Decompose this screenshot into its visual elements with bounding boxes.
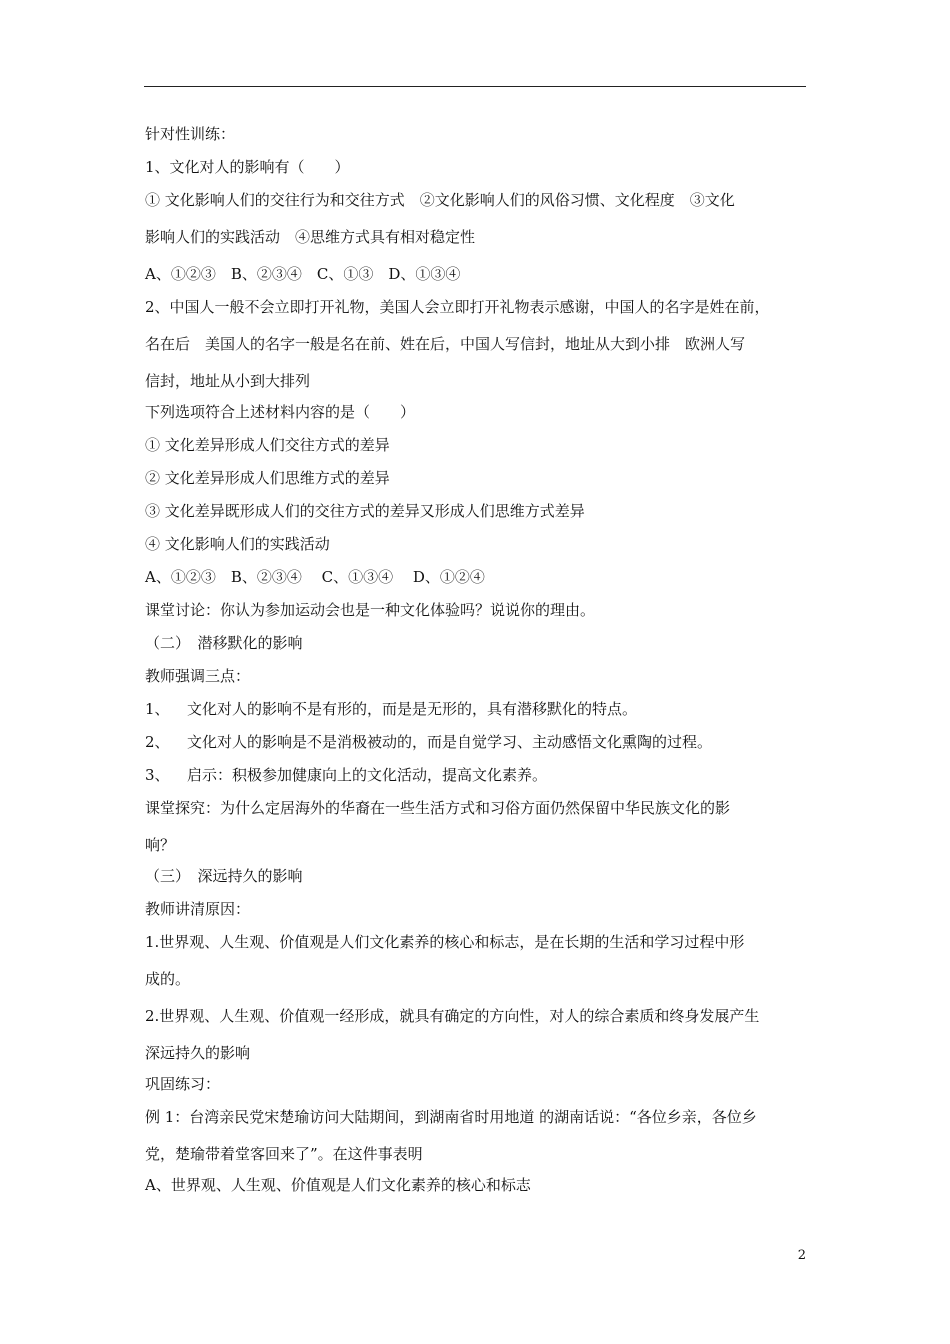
- document-body: [145, 124, 817, 1208]
- example-1-option-a: A、世界观、人生观、价值观是人们文化素养的核心和标志: [145, 1176, 531, 1194]
- question-2-item: ③ 文化差异既形成人们的交往方式的差异又形成人们思维方式差异: [145, 502, 585, 520]
- point-number: 2、: [145, 733, 170, 751]
- class-discussion: 课堂讨论：你认为参加运动会也是一种文化体验吗？说说你的理由。: [145, 601, 596, 619]
- question-2: 2、中国人一般不会立即打开礼物，美国人会立即打开礼物表示感谢，中国人的名字是姓在前，: [145, 298, 770, 316]
- question-2-choices: A、①②③ B、②③④ C、①③④ D、①②④: [145, 568, 485, 586]
- question-1: 1、文化对人的影响有（ ）: [145, 158, 350, 176]
- question-2-cont-2: 信封，地址从小到大排列: [145, 372, 311, 390]
- point-number: 3、: [145, 766, 170, 784]
- section-heading: 针对性训练：: [145, 125, 236, 143]
- question-2-item: ② 文化差异形成人们思维方式的差异: [145, 469, 390, 487]
- point-item: [145, 765, 817, 785]
- question-2-item: ① 文化差异形成人们交往方式的差异: [145, 436, 390, 454]
- example-1-cont: 党，楚瑜带着堂客回来了”。在这件事表明: [145, 1145, 423, 1163]
- reason-item: 1.世界观、人生观、价值观是人们文化素养的核心和标志，是在长期的生活和学习过程中形: [145, 933, 745, 951]
- practice-heading: 巩固练习：: [145, 1075, 221, 1093]
- question-2-prompt: 下列选项符合上述材料内容的是（ ）: [145, 403, 416, 421]
- page-number: 2: [797, 1248, 806, 1263]
- question-2-cont: 名在后 美国人的名字一般是名在前、姓在后，中国人写信封，地址从大到小排 欧洲人写: [145, 335, 746, 353]
- question-1-options-cont: 影响人们的实践活动 ④思维方式具有相对稳定性: [145, 228, 476, 246]
- header-rule: [144, 86, 806, 87]
- subsection-heading: （三） 深远持久的影响: [145, 867, 303, 885]
- point-text: 文化对人的影响不是有形的，而是是无形的，具有潜移默化的特点。: [187, 700, 638, 718]
- question-2-item: ④ 文化影响人们的实践活动: [145, 535, 330, 553]
- point-number: 1、: [145, 700, 170, 718]
- subsection-heading: （二） 潜移默化的影响: [145, 634, 303, 652]
- class-inquiry-cont: 响？: [145, 836, 176, 854]
- point-item: [145, 699, 817, 719]
- reason-item-cont: 深远持久的影响: [145, 1044, 251, 1062]
- reason-item-cont: 成的。: [145, 970, 191, 988]
- question-1-options: ① 文化影响人们的交往行为和交往方式 ②文化影响人们的风俗习惯、文化程度 ③文化: [145, 191, 735, 209]
- example-1: 例 1：台湾亲民党宋楚瑜访问大陆期间，到湖南省时用地道 的湖南话说：“各位乡亲，各位乡: [145, 1108, 757, 1126]
- point-text: 文化对人的影响是不是消极被动的，而是自觉学习、主动感悟文化熏陶的过程。: [187, 733, 713, 751]
- point-text: 启示：积极参加健康向上的文化活动，提高文化素养。: [187, 766, 548, 784]
- point-item: [145, 732, 817, 752]
- teacher-note: 教师强调三点：: [145, 667, 251, 685]
- question-1-choices: A、①②③ B、②③④ C、①③ D、①③④: [145, 265, 461, 283]
- reason-item: 2.世界观、人生观、价值观一经形成，就具有确定的方向性，对人的综合素质和终身发展产生: [145, 1007, 760, 1025]
- class-inquiry: 课堂探究：为什么定居海外的华裔在一些生活方式和习俗方面仍然保留中华民族文化的影: [145, 799, 731, 817]
- teacher-note: 教师讲清原因：: [145, 900, 251, 918]
